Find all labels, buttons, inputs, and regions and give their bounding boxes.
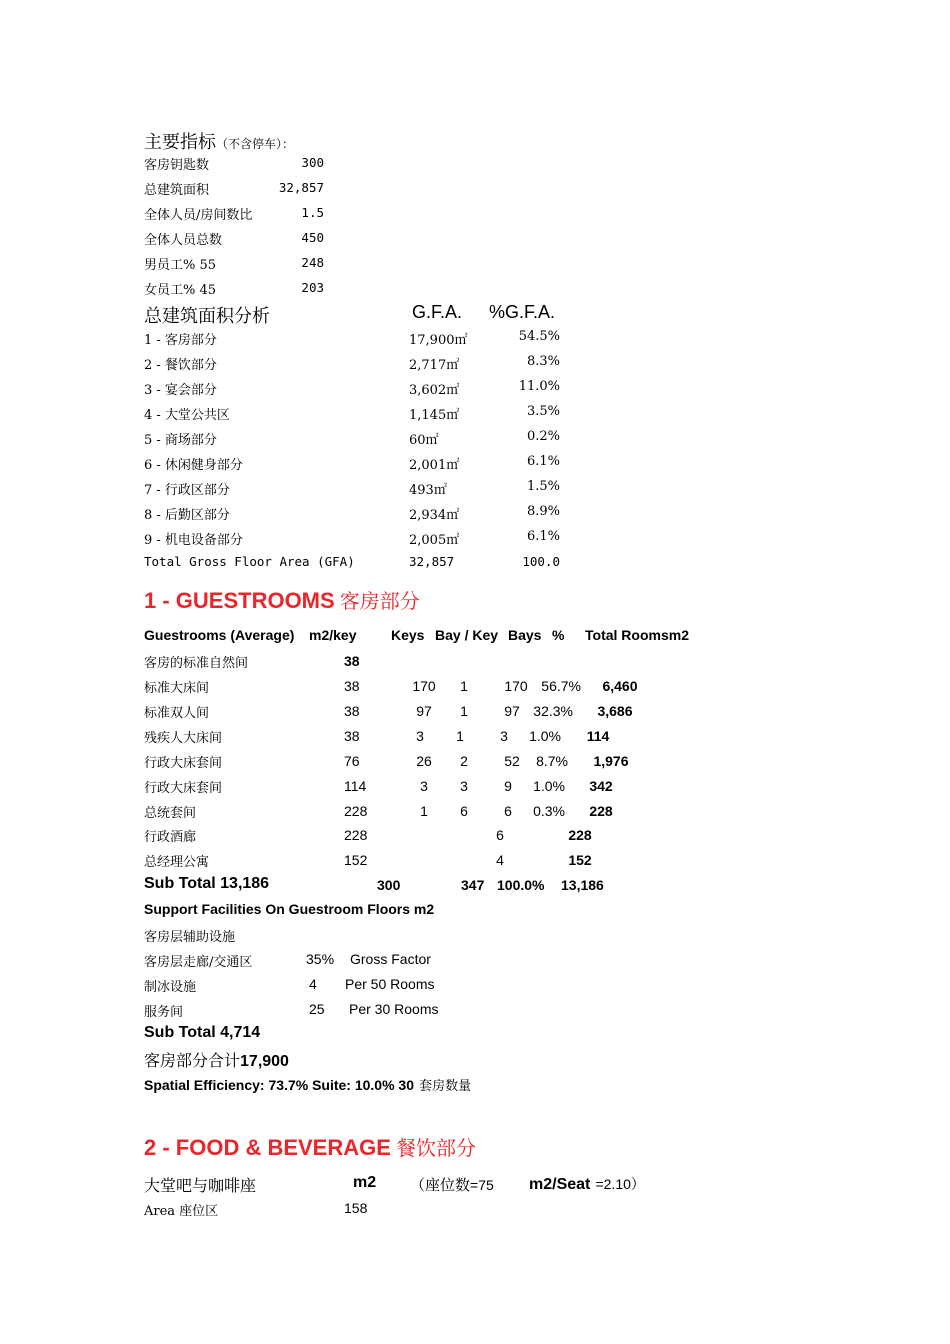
room-name: 标准大床间	[144, 681, 210, 696]
guestrooms-total-value: 17,900	[240, 1053, 289, 1070]
gfa-row-pct: 1.5%	[526, 479, 560, 494]
indicator-value: 203	[301, 280, 324, 295]
gfa-col-pct: %G.F.A.	[489, 302, 556, 322]
gfa-row-pct: 11.0%	[518, 379, 560, 394]
indicator-value: 1.5	[301, 205, 324, 220]
subtotal-keys: 300	[377, 877, 401, 893]
room-m2key: 38	[344, 728, 360, 744]
room-total: 228	[589, 803, 613, 819]
gfa-row-pct: 6.1%	[526, 529, 560, 544]
subtotal-bays: 347	[461, 877, 485, 893]
room-total: 3,686	[597, 703, 633, 719]
gfa-row-label: 9 - 机电设备部分	[144, 533, 243, 548]
support-label: 服务间	[144, 1005, 184, 1020]
room-pct: 0.3%	[533, 803, 565, 819]
subtotal-pct: 100.0%	[497, 877, 545, 893]
room-name: 残疾人大床间	[144, 731, 223, 746]
room-total: 152	[568, 852, 592, 868]
gfa-row-pct: 8.3%	[526, 354, 560, 369]
subtotal-total: 13,186	[561, 877, 604, 893]
room-bay-key: 1	[456, 728, 464, 744]
indicator-label: 男员工% 55	[144, 258, 217, 273]
col-bay-key: Bay / Key	[435, 627, 499, 643]
gfa-row-area: 2,717㎡	[409, 358, 460, 373]
gfa-row-area: 2,001㎡	[409, 458, 460, 473]
room-keys: 26	[416, 753, 432, 769]
room-name: 总经理公寓	[144, 855, 210, 870]
fnb-unit: m2	[353, 1174, 377, 1191]
room-m2key: 38	[344, 653, 360, 669]
room-pct: 56.7%	[541, 678, 581, 694]
room-m2key: 114	[344, 778, 367, 794]
gfa-row-area: 1,145㎡	[409, 408, 460, 423]
fnb-area-value: 158	[344, 1200, 368, 1216]
gfa-row-label: 4 - 大堂公共区	[144, 408, 230, 423]
room-m2key: 38	[344, 678, 360, 694]
gfa-row-area: 17,900㎡	[409, 333, 468, 348]
indicator-value: 248	[301, 255, 324, 270]
efficiency-text: Spatial Efficiency: 73.7% Suite: 10.0% 30	[144, 1077, 415, 1093]
room-pct: 1.0%	[529, 728, 561, 744]
col-m2key: m2/key	[309, 627, 357, 643]
room-name: 标准双人间	[144, 706, 210, 721]
room-name: 客房的标准自然间	[144, 656, 249, 671]
gfa-row-area: 493㎡	[409, 483, 447, 498]
indicator-value: 450	[301, 230, 324, 245]
support-value: 35%	[306, 951, 335, 967]
indicators-title: 主要指标	[144, 132, 216, 153]
fnb-area-label: Area 座位区	[144, 1204, 219, 1219]
indicator-label: 女员工% 45	[144, 283, 217, 298]
gfa-total-label: Total Gross Floor Area (GFA)	[144, 554, 355, 569]
efficiency-cn: 套房数量	[419, 1079, 472, 1094]
indicator-label: 全体人员总数	[144, 233, 223, 248]
indicator-label: 全体人员/房间数比	[144, 208, 253, 223]
fnb-heading-line	[144, 1132, 476, 1161]
gfa-row-label: 1 - 客房部分	[144, 333, 217, 348]
support-label: 客房层走廊/交通区	[144, 955, 253, 970]
room-bay-key: 1	[460, 678, 468, 694]
room-keys: 97	[416, 703, 432, 719]
room-total: 228	[568, 827, 592, 843]
gfa-total-area: 32,857	[409, 554, 455, 569]
fnb-seat-label: m2/Seat	[529, 1176, 591, 1193]
indicators-title-line	[144, 128, 294, 154]
room-total: 114	[586, 728, 610, 744]
room-name: 总统套间	[144, 806, 197, 821]
guestrooms-heading-line	[144, 585, 420, 614]
room-bays: 9	[504, 778, 512, 794]
subtotal-label: Sub Total 13,186	[144, 875, 270, 892]
fnb-seat-value: =2.10）	[595, 1176, 645, 1192]
guestrooms-heading-cn: 客房部分	[339, 589, 420, 613]
indicator-label: 总建筑面积	[144, 183, 210, 198]
guestrooms-total-label: 客房部分合计	[144, 1051, 241, 1070]
gfa-row-area: 60㎡	[409, 433, 439, 448]
fnb-heading-cn: 餐饮部分	[396, 1136, 477, 1160]
gfa-row-pct: 0.2%	[526, 429, 560, 444]
gfa-row-label: 7 - 行政区部分	[144, 483, 230, 498]
fnb-lobby-label: 大堂吧与咖啡座	[144, 1176, 257, 1195]
room-bays: 6	[496, 827, 504, 843]
gfa-row-label: 2 - 餐饮部分	[144, 358, 217, 373]
room-name: 行政大床套间	[144, 756, 223, 771]
room-bays: 52	[504, 753, 520, 769]
room-m2key: 228	[344, 827, 368, 843]
room-total: 342	[589, 778, 613, 794]
room-bays: 97	[504, 703, 520, 719]
room-m2key: 152	[344, 852, 368, 868]
room-bays: 4	[496, 852, 504, 868]
gfa-total-pct: 100.0	[522, 554, 560, 569]
gfa-col-gfa: G.F.A.	[412, 302, 463, 322]
gfa-row-area: 2,934㎡	[409, 508, 460, 523]
room-bays: 6	[504, 803, 512, 819]
indicator-value: 300	[301, 155, 324, 170]
room-m2key: 228	[344, 803, 368, 819]
room-bay-key: 6	[460, 803, 468, 819]
room-pct: 8.7%	[536, 753, 568, 769]
gfa-row-pct: 6.1%	[526, 454, 560, 469]
guestrooms-total-line	[144, 1048, 289, 1071]
room-name: 行政酒廊	[144, 830, 197, 845]
support-title: Support Facilities On Guestroom Floors m2	[144, 901, 435, 917]
gfa-row-area: 2,005㎡	[409, 533, 460, 548]
fnb-seats-cn: （座位数	[410, 1176, 471, 1194]
room-pct: 1.0%	[533, 778, 565, 794]
support-desc: Per 30 Rooms	[349, 1001, 439, 1017]
room-total: 6,460	[602, 678, 638, 694]
col-keys: Keys	[391, 627, 425, 643]
indicator-value: 32,857	[278, 180, 324, 195]
support-value: 4	[309, 976, 317, 992]
support-desc: Per 50 Rooms	[345, 976, 435, 992]
col-name: Guestrooms (Average)	[144, 627, 295, 643]
room-keys: 1	[420, 803, 428, 819]
room-bay-key: 3	[460, 778, 468, 794]
fnb-heading: 2 - FOOD & BEVERAGE	[144, 1135, 391, 1160]
gfa-row-label: 8 - 后勤区部分	[144, 508, 230, 523]
support-value: 25	[309, 1001, 325, 1017]
gfa-row-label: 5 - 商场部分	[144, 433, 217, 448]
room-keys: 3	[420, 778, 428, 794]
col-bays: Bays	[508, 627, 542, 643]
gfa-row-pct: 3.5%	[526, 404, 560, 419]
col-pct: %	[552, 627, 565, 643]
support-cn: 客房层辅助设施	[144, 930, 236, 945]
gfa-row-pct: 54.5%	[518, 329, 560, 344]
gfa-row-label: 3 - 宴会部分	[144, 383, 217, 398]
gfa-row-pct: 8.9%	[526, 504, 560, 519]
efficiency-line	[144, 1075, 471, 1094]
gfa-title: 总建筑面积分析	[144, 306, 270, 327]
room-total: 1,976	[593, 753, 629, 769]
indicator-label: 客房钥匙数	[144, 158, 210, 173]
room-m2key: 76	[344, 753, 360, 769]
subtotal2: Sub Total 4,714	[144, 1024, 261, 1041]
gfa-row-label: 6 - 休闲健身部分	[144, 458, 243, 473]
fnb-seat-ratio-line	[529, 1174, 645, 1194]
support-label: 制冰设施	[144, 980, 197, 995]
fnb-seats: =75	[470, 1177, 494, 1193]
room-bay-key: 1	[460, 703, 468, 719]
room-bay-key: 2	[460, 753, 468, 769]
room-keys: 3	[416, 728, 424, 744]
col-total: Total Roomsm2	[585, 627, 689, 643]
indicators-note: （不含停车）：	[216, 137, 295, 151]
room-name: 行政大床套间	[144, 781, 223, 796]
fnb-seats-line	[410, 1174, 494, 1195]
room-pct: 32.3%	[533, 703, 573, 719]
gfa-row-area: 3,602㎡	[409, 383, 460, 398]
support-desc: Gross Factor	[350, 951, 431, 967]
guestrooms-heading: 1 - GUESTROOMS	[144, 588, 335, 613]
room-bays: 3	[500, 728, 508, 744]
room-keys: 170	[412, 678, 436, 694]
room-bays: 170	[504, 678, 528, 694]
room-m2key: 38	[344, 703, 360, 719]
